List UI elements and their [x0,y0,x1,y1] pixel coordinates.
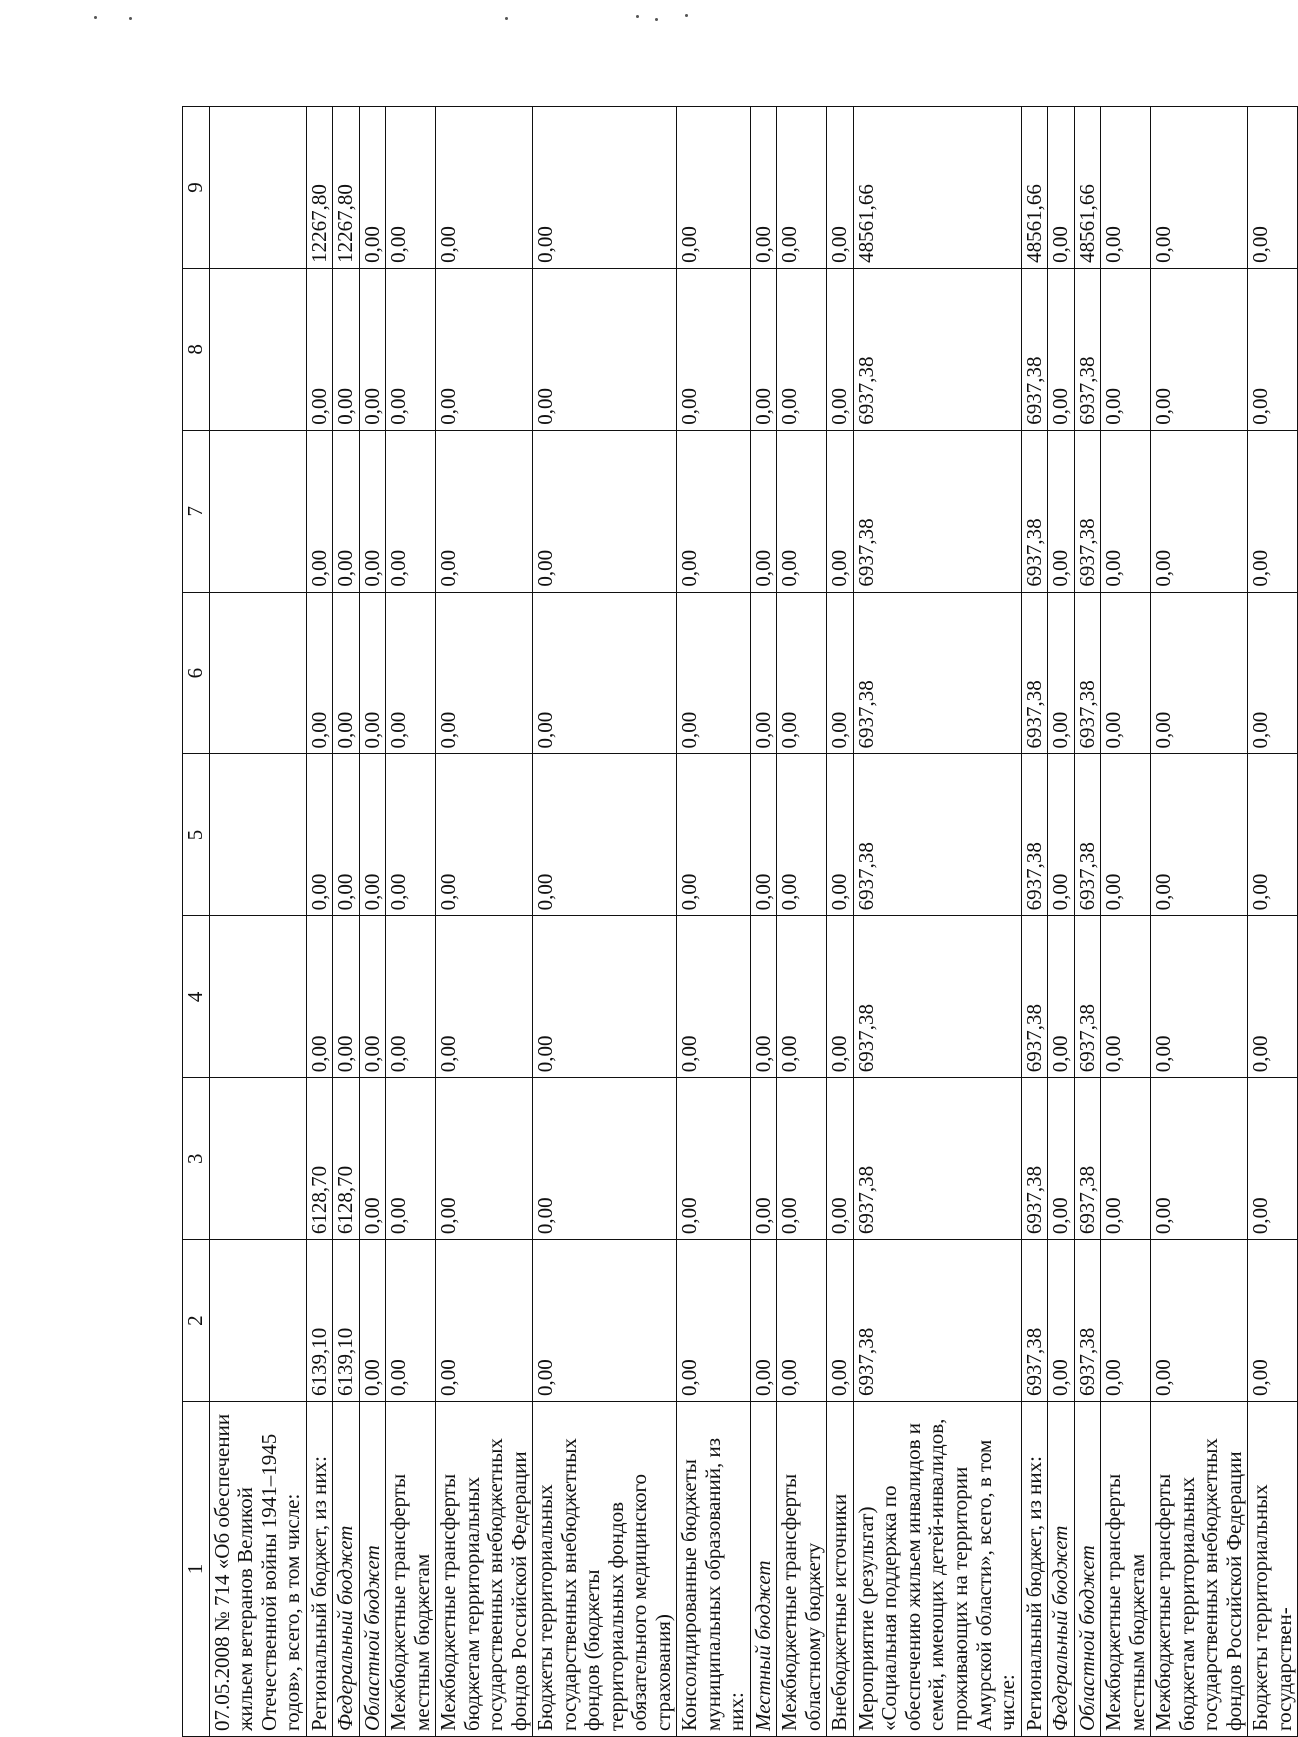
value-cell: 0,00 [1151,107,1248,269]
header-cell: 1 [183,1402,210,1737]
table-row [777,107,827,1737]
value-cell [209,916,306,1078]
value-cell: 0,00 [386,430,436,592]
value-cell: 0,00 [1151,1078,1248,1240]
value-cell: 0,00 [359,268,386,430]
table-row [677,107,751,1737]
value-cell: 6937,38 [1074,916,1101,1078]
value-cell: 6937,38 [853,916,1021,1078]
value-cell: 0,00 [777,268,827,430]
value-cell: 0,00 [1248,268,1298,430]
value-cell: 6937,38 [1074,1240,1101,1402]
value-cell: 0,00 [306,754,333,916]
value-cell: 0,00 [827,107,854,269]
value-cell [209,430,306,592]
value-cell: 0,00 [533,1078,677,1240]
value-cell: 0,00 [359,430,386,592]
value-cell: 0,00 [386,592,436,754]
value-cell: 0,00 [1101,107,1151,269]
value-cell: 0,00 [436,592,533,754]
budget-table [182,106,1298,1737]
value-cell: 0,00 [750,1078,777,1240]
value-cell: 0,00 [1151,430,1248,592]
value-cell: 0,00 [1151,754,1248,916]
value-cell: 12267,80 [333,107,360,269]
table-row [1151,107,1248,1737]
value-cell: 0,00 [777,1078,827,1240]
row-label: Областной бюджет [1074,1402,1101,1737]
row-label: Местный бюджет [750,1402,777,1737]
value-cell: 0,00 [677,268,751,430]
value-cell: 6128,70 [333,1078,360,1240]
value-cell: 0,00 [750,754,777,916]
value-cell: 6937,38 [1021,754,1048,916]
header-cell: 5 [183,754,210,916]
value-cell: 0,00 [677,1078,751,1240]
scan-specks [0,0,1200,60]
value-cell: 6937,38 [853,1078,1021,1240]
row-label: Межбюджетные трансферты местным бюджетам [386,1402,436,1737]
row-label: Областной бюджет [359,1402,386,1737]
value-cell: 0,00 [1048,107,1075,269]
row-label: Межбюджетные трансферты бюджетам территориальных государственных внебюджетных фондов Российской Федерации [436,1402,533,1737]
value-cell: 0,00 [533,1240,677,1402]
value-cell: 0,00 [533,592,677,754]
value-cell: 6937,38 [1074,1078,1101,1240]
value-cell [209,754,306,916]
row-label: Внебюджетные источники [827,1402,854,1737]
value-cell: 0,00 [777,430,827,592]
value-cell: 0,00 [436,107,533,269]
value-cell: 0,00 [359,107,386,269]
value-cell: 48561,66 [1074,107,1101,269]
value-cell: 0,00 [386,107,436,269]
rotated-page [182,107,1296,1737]
value-cell: 6937,38 [1074,430,1101,592]
value-cell: 0,00 [306,430,333,592]
value-cell: 0,00 [333,592,360,754]
value-cell: 0,00 [436,1240,533,1402]
value-cell: 0,00 [1248,592,1298,754]
value-cell: 0,00 [386,754,436,916]
header-row [183,107,210,1737]
value-cell: 0,00 [1048,592,1075,754]
value-cell [209,592,306,754]
value-cell: 0,00 [1248,430,1298,592]
value-cell: 0,00 [1151,268,1248,430]
value-cell: 0,00 [750,430,777,592]
value-cell: 0,00 [1151,1240,1248,1402]
value-cell: 6937,38 [1021,916,1048,1078]
value-cell: 0,00 [677,592,751,754]
value-cell: 0,00 [777,592,827,754]
table-row [359,107,386,1737]
table-row [1248,107,1298,1737]
value-cell: 0,00 [1101,592,1151,754]
value-cell: 0,00 [306,916,333,1078]
value-cell: 0,00 [750,268,777,430]
value-cell: 0,00 [1151,592,1248,754]
value-cell: 0,00 [436,754,533,916]
value-cell: 6937,38 [1021,592,1048,754]
value-cell: 6937,38 [1074,754,1101,916]
value-cell: 0,00 [1101,430,1151,592]
row-label: Бюджеты территориальных государствен- [1248,1402,1298,1737]
value-cell: 6937,38 [853,268,1021,430]
value-cell: 0,00 [533,268,677,430]
value-cell: 6937,38 [1021,1078,1048,1240]
row-label: Мероприятие (результат) «Социальная поддержка по обеспечению жильем инвалидов и семей, имеющих детей-инвалидов, проживающих на территории Амурской области», всего, в том числе: [853,1402,1021,1737]
value-cell: 6937,38 [853,430,1021,592]
table-row [306,107,333,1737]
value-cell: 0,00 [533,107,677,269]
value-cell [209,268,306,430]
value-cell: 0,00 [1101,268,1151,430]
value-cell: 48561,66 [1021,107,1048,269]
value-cell: 0,00 [677,430,751,592]
value-cell: 6937,38 [853,1240,1021,1402]
value-cell: 0,00 [777,754,827,916]
value-cell: 6937,38 [1074,592,1101,754]
header-cell: 8 [183,268,210,430]
value-cell: 0,00 [677,754,751,916]
row-label: 07.05.2008 № 714 «Об обеспечении жильем ветеранов Великой Отечественной войны 1941–1945 годов», всего, в том числе: [209,1402,306,1737]
header-cell: 2 [183,1240,210,1402]
table-row [1021,107,1048,1737]
value-cell: 6937,38 [1021,430,1048,592]
value-cell: 0,00 [1048,916,1075,1078]
value-cell: 0,00 [1101,1078,1151,1240]
row-label: Межбюджетные трансферты бюджетам территориальных государственных внебюджетных фондов Российской Федерации [1151,1402,1248,1737]
value-cell: 0,00 [1248,1240,1298,1402]
value-cell: 48561,66 [853,107,1021,269]
value-cell: 0,00 [1048,430,1075,592]
header-cell: 6 [183,592,210,754]
value-cell: 0,00 [436,430,533,592]
value-cell: 0,00 [359,754,386,916]
value-cell: 6937,38 [1021,1240,1048,1402]
value-cell: 0,00 [333,754,360,916]
value-cell: 0,00 [1248,107,1298,269]
value-cell: 0,00 [1048,1078,1075,1240]
value-cell: 12267,80 [306,107,333,269]
value-cell: 0,00 [1048,1240,1075,1402]
table-row [333,107,360,1737]
value-cell: 0,00 [359,1078,386,1240]
value-cell [209,1240,306,1402]
value-cell: 0,00 [777,1240,827,1402]
value-cell: 0,00 [1151,916,1248,1078]
value-cell: 0,00 [359,592,386,754]
table-row [436,107,533,1737]
table-body [209,107,1298,1737]
value-cell: 0,00 [386,1078,436,1240]
row-label: Региональный бюджет, из них: [306,1402,333,1737]
table-row [827,107,854,1737]
value-cell: 0,00 [1101,1240,1151,1402]
value-cell: 6139,10 [333,1240,360,1402]
value-cell: 0,00 [750,1240,777,1402]
header-cell: 9 [183,107,210,269]
value-cell: 0,00 [333,430,360,592]
value-cell: 0,00 [1048,754,1075,916]
row-label: Региональный бюджет, из них: [1021,1402,1048,1737]
value-cell: 0,00 [827,754,854,916]
value-cell: 0,00 [533,754,677,916]
table-row [1048,107,1075,1737]
value-cell: 0,00 [750,916,777,1078]
table-row [1101,107,1151,1737]
value-cell: 0,00 [827,1078,854,1240]
value-cell: 0,00 [436,1078,533,1240]
row-label: Бюджеты территориальных государственных внебюджетных фондов (бюджеты территориальных фондов обязательного медицинского страхования) [533,1402,677,1737]
value-cell: 0,00 [677,1240,751,1402]
value-cell: 0,00 [436,916,533,1078]
value-cell: 0,00 [333,916,360,1078]
value-cell: 0,00 [436,268,533,430]
header-cell: 7 [183,430,210,592]
value-cell: 0,00 [333,268,360,430]
value-cell: 0,00 [1248,916,1298,1078]
value-cell: 0,00 [750,592,777,754]
table-row [533,107,677,1737]
value-cell: 0,00 [359,916,386,1078]
row-label: Межбюджетные трансферты областному бюджету [777,1402,827,1737]
value-cell: 0,00 [533,430,677,592]
value-cell: 0,00 [827,1240,854,1402]
value-cell: 0,00 [827,916,854,1078]
value-cell: 0,00 [827,592,854,754]
value-cell: 0,00 [1101,916,1151,1078]
table-row [750,107,777,1737]
header-cell: 4 [183,916,210,1078]
value-cell: 0,00 [827,430,854,592]
row-label: Консолидированные бюджеты муниципальных образований, из них: [677,1402,751,1737]
value-cell: 0,00 [677,107,751,269]
value-cell: 6937,38 [1074,268,1101,430]
value-cell: 0,00 [1248,754,1298,916]
value-cell: 6139,10 [306,1240,333,1402]
row-label: Федеральный бюджет [1048,1402,1075,1737]
row-label: Межбюджетные трансферты местным бюджетам [1101,1402,1151,1737]
value-cell [209,107,306,269]
table-row [1074,107,1101,1737]
value-cell: 6128,70 [306,1078,333,1240]
header-cell: 3 [183,1078,210,1240]
value-cell: 0,00 [1248,1078,1298,1240]
value-cell: 6937,38 [853,592,1021,754]
value-cell [209,1078,306,1240]
table-row [853,107,1021,1737]
value-cell: 0,00 [306,592,333,754]
table-row [386,107,436,1737]
value-cell: 0,00 [386,1240,436,1402]
value-cell: 0,00 [677,916,751,1078]
value-cell: 0,00 [306,268,333,430]
value-cell: 6937,38 [1021,268,1048,430]
table-row [209,107,306,1737]
value-cell: 0,00 [359,1240,386,1402]
value-cell: 0,00 [777,107,827,269]
value-cell: 0,00 [827,268,854,430]
value-cell: 6937,38 [853,754,1021,916]
value-cell: 0,00 [750,107,777,269]
value-cell: 0,00 [777,916,827,1078]
value-cell: 0,00 [386,268,436,430]
row-label: Федеральный бюджет [333,1402,360,1737]
value-cell: 0,00 [1048,268,1075,430]
value-cell: 0,00 [533,916,677,1078]
value-cell: 0,00 [386,916,436,1078]
value-cell: 0,00 [1101,754,1151,916]
